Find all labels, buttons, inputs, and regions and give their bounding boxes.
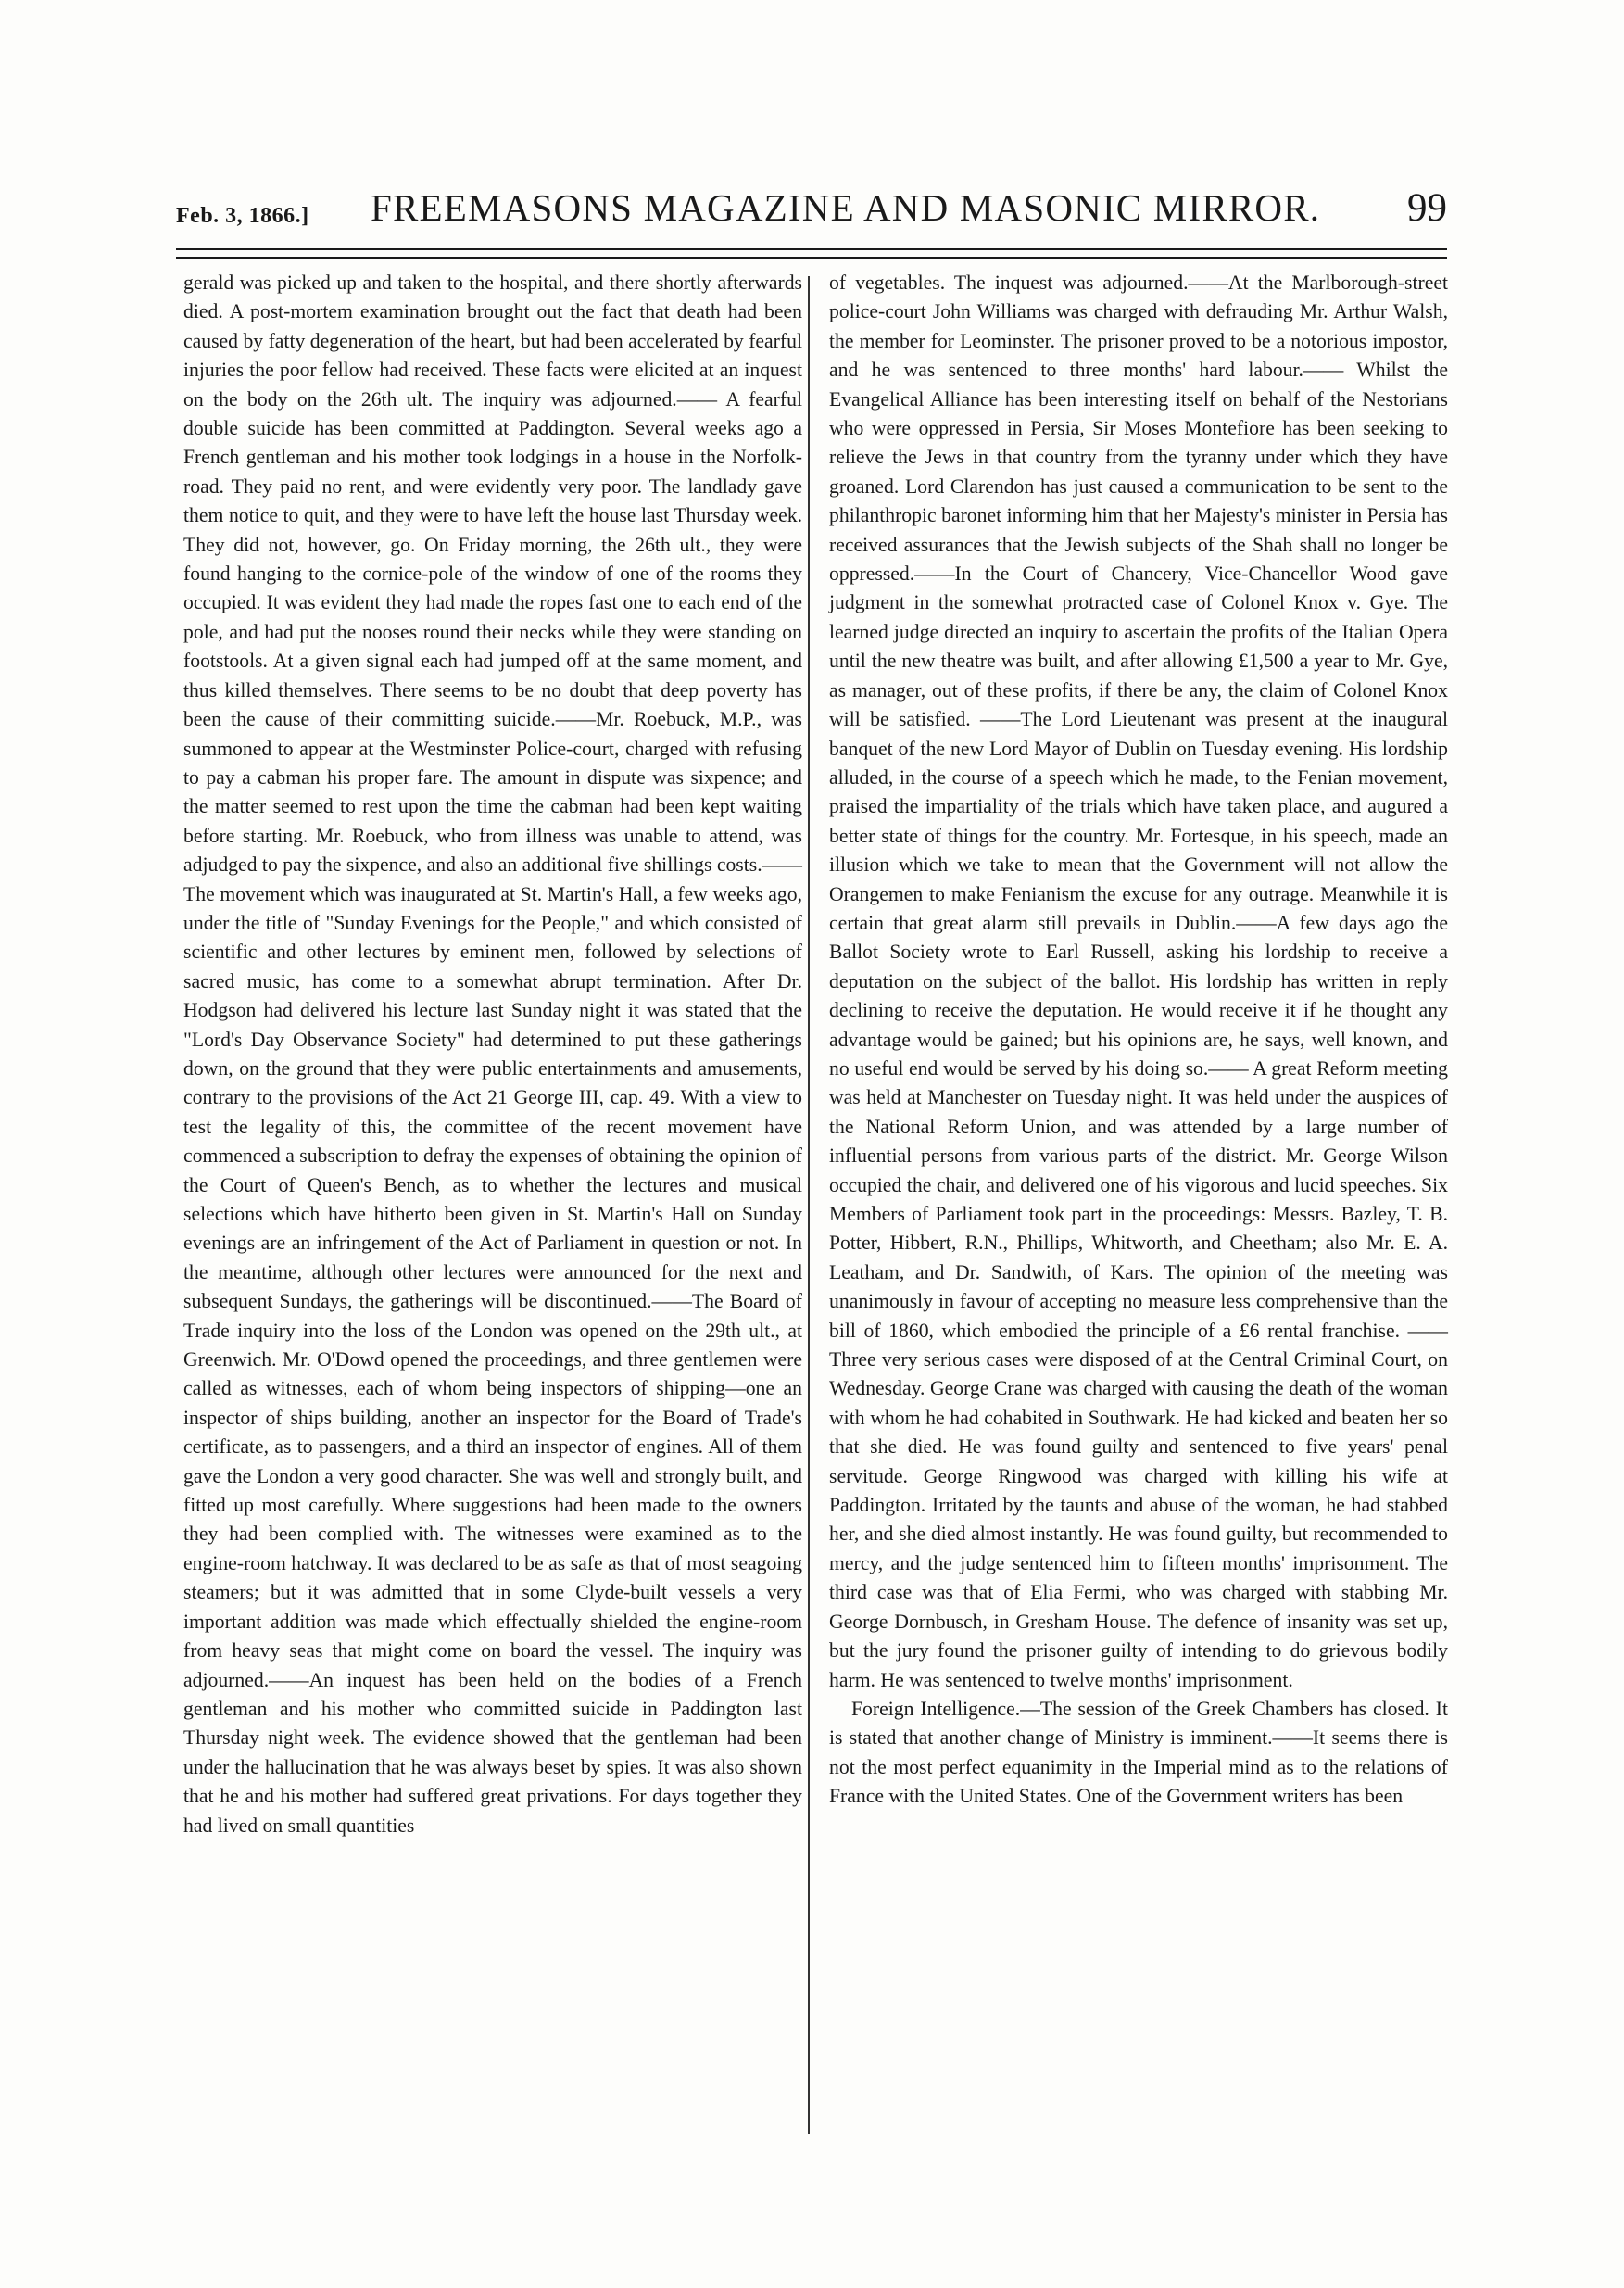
page-number: 99	[1407, 186, 1447, 230]
left-column	[183, 269, 802, 1840]
header-rule-bottom	[176, 257, 1447, 259]
right-column-paragraph-1: of vegetables. The inquest was adjourned.——At the Marlborough-street police-court John Williams was charged with defrauding Mr. Arthur Walsh, the member for Leominster. The prisoner proved to be a notorious impostor, and he was sentenced to three months' hard labour.—— Whilst the Evangelical Alliance has been interesting itself on behalf of the Nestorians who were oppressed in Persia, Sir Moses Montefiore has been seeking to relieve the Jews in that country from the tyranny under which they have groaned. Lord Clarendon has just caused a communication to be sent to the philanthropic baronet informing him that her Majesty's minister in Persia has received assurances that the Jewish subjects of the Shah shall no longer be oppressed.——In the Court of Chancery, Vice-Chancellor Wood gave judgment in the somewhat protracted case of Colonel Knox v. Gye. The learned judge directed an inquiry to ascertain the profits of the Italian Opera until the new theatre was built, and after allowing £1,500 a year to Mr. Gye, as manager, out of these profits, if there be any, the claim of Colonel Knox will be satisfied. ——The Lord Lieutenant was present at the inaugural banquet of the new Lord Mayor of Dublin on Tuesday evening. His lordship alluded, in the course of a speech which he made, to the Fenian movement, praised the impartiality of the trials which have taken place, and augured a better state of things for the country. Mr. Fortesque, in his speech, made an illusion which we take to mean that the Government will not allow the Orangemen to make Fenianism the excuse for any outrage. Meanwhile it is certain that great alarm still prevails in Dublin.——A few days ago the Ballot Society wrote to Earl Russell, asking his lordship to receive a deputation on the subject of the ballot. His lordship has written in reply declining to receive the deputation. He would receive it if he thought any advantage would be gained; but his opinions are, he says, well known, and no useful end would be served by his doing so.—— A great Reform meeting was held at Manchester on Tuesday night. It was held under the auspices of the National Reform Union, and was attended by a large number of influential persons from various parts of the district. Mr. George Wilson occupied the chair, and delivered one of his vigorous and lucid speeches. Six Members of Parliament took part in the proceedings: Messrs. Bazley, T. B. Potter, Hibbert, R.N., Phillips, Whitworth, and Cheetham; also Mr. E. A. Leatham, and Dr. Sandwith, of Kars. The opinion of the meeting was unanimously in favour of accepting no measure less comprehensive than the bill of 1860, which embodied the principle of a £6 rental franchise. ——Three very serious cases were disposed of at the Central Criminal Court, on Wednesday. George Crane was charged with causing the death of the woman with whom he had cohabited in Southwark. He had kicked and beaten her so that she died. He was found guilty and sentenced to five years' penal servitude. George Ringwood was charged with killing his wife at Paddington. Irritated by the taunts and abuse of the woman, he had stabbed her, and she died almost instantly. He was found guilty, but recommended to mercy, and the judge sentenced him to fifteen months' imprisonment. The third case was that of Elia Fermi, who was charged with stabbing Mr. George Dornbusch, in Gresham House. The defence of insanity was set up, but the jury found the prisoner guilty of intending to do grievous bodily harm. He was sentenced to twelve months' imprisonment.	[829, 272, 1448, 1691]
column-divider	[808, 276, 810, 2134]
issue-date: Feb. 3, 1866.]	[176, 204, 309, 228]
right-column	[829, 269, 1448, 1812]
publication-title: FREEMASONS MAGAZINE AND MASONIC MIRROR.	[371, 186, 1321, 229]
right-column-paragraph-2: Foreign Intelligence.—The session of the Greek Chambers has closed. It is stated that another change of Ministry is imminent.——It seems there is not the most perfect equanimity in the Imperial mind as to the relations of France with the United States. One of the Government writers has been	[829, 1697, 1448, 1808]
page-header	[176, 185, 1447, 241]
header-rule-top	[176, 248, 1447, 250]
left-column-text: gerald was picked up and taken to the hospital, and there shortly afterwards died. A post-mortem examination brought out the fact that death had been caused by fatty degeneration of the heart, but had been accelerated by fearful injuries the poor fellow had received. These facts were elicited at an inquest on the body on the 26th ult. The inquiry was adjourned.—— A fearful double suicide has been committed at Paddington. Several weeks ago a French gentleman and his mother took lodgings in a house in the Norfolk-road. They paid no rent, and were evidently very poor. The landlady gave them notice to quit, and they were to have left the house last Thursday week. They did not, however, go. On Friday morning, the 26th ult., they were found hanging to the cornice-pole of the window of one of the rooms they occupied. It was evident they had made the ropes fast one to each end of the pole, and had put the nooses round their necks while they were standing on footstools. At a given signal each had jumped off at the same moment, and thus killed themselves. There seems to be no doubt that deep poverty has been the cause of their committing suicide.——Mr. Roebuck, M.P., was summoned to appear at the Westminster Police-court, charged with refusing to pay a cabman his proper fare. The amount in dispute was sixpence; and the matter seemed to rest upon the time the cabman had been kept waiting before starting. Mr. Roebuck, who from illness was unable to attend, was adjudged to pay the sixpence, and also an additional five shillings costs.—— The movement which was inaugurated at St. Martin's Hall, a few weeks ago, under the title of "Sunday Evenings for the People," and which consisted of scientific and other lectures by eminent men, followed by selections of sacred music, has come to a somewhat abrupt termination. After Dr. Hodgson had delivered his lecture last Sunday night it was stated that the "Lord's Day Observance Society" had determined to put these gatherings down, on the ground that they were public entertainments and amusements, contrary to the provisions of the Act 21 George III, cap. 49. With a view to test the legality of this, the committee of the recent movement have commenced a subscription to defray the expenses of obtaining the opinion of the Court of Queen's Bench, as to whether the lectures and musical selections which have hitherto been given in St. Martin's Hall on Sunday evenings are an infringement of the Act of Parliament in question or not. In the meantime, although other lectures were announced for the next and subsequent Sundays, the gatherings will be discontinued.——The Board of Trade inquiry into the loss of the London was opened on the 29th ult., at Greenwich. Mr. O'Dowd opened the proceedings, and three gentlemen were called as witnesses, each of whom being inspectors of shipping—one an inspector of ships building, another an inspector for the Board of Trade's certificate, as to passengers, and a third an inspector of engines. All of them gave the London a very good character. She was well and strongly built, and fitted up most carefully. Where suggestions had been made to the owners they had been complied with. The witnesses were examined as to the engine-room hatchway. It was declared to be as safe as that of most seagoing steamers; but it was admitted that in some Clyde-built vessels a very important addition was made which effectually shielded the engine-room from heavy seas that might come on board the vessel. The inquiry was adjourned.——An inquest has been held on the bodies of a French gentleman and his mother who committed suicide in Paddington last Thursday night week. The evidence showed that the gentleman had been under the hallucination that he was always beset by spies. It was also shown that he and his mother had suffered great privations. For days together they had lived on small quantities	[183, 272, 802, 1837]
